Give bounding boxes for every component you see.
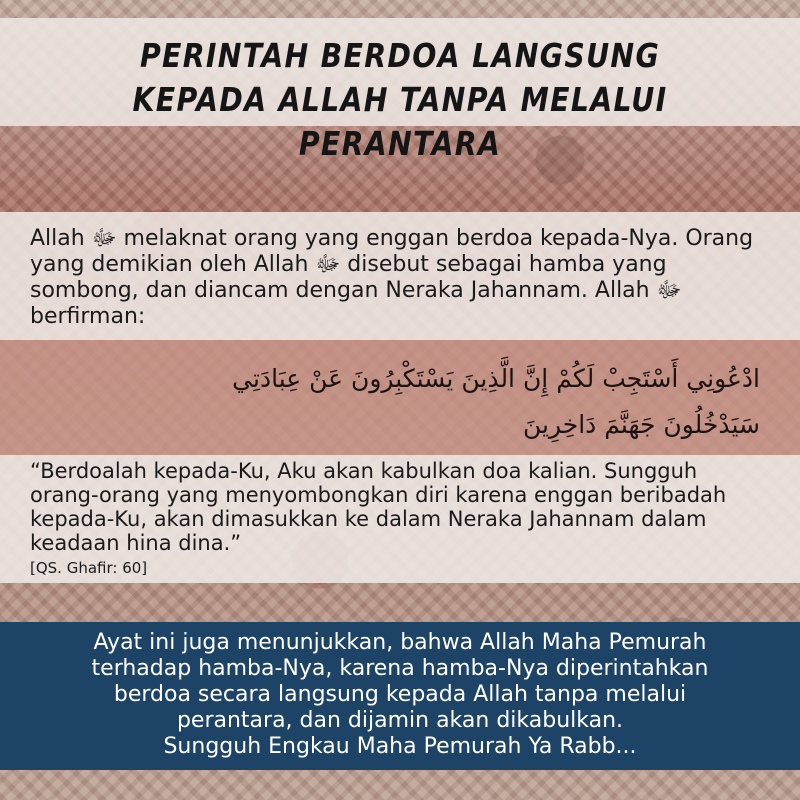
verse-source: [QS. Ghafir: 60]: [30, 559, 148, 577]
arabic-verse-panel: [0, 340, 800, 455]
translation-panel: [0, 455, 800, 583]
translation-text: “Berdoalah kepada-Ku, Aku akan kabulkan doa kalian. Sungguh orang-orang yang menyombongkan diri karena enggan beribadah kepada-Ku, akan dimasukkan ke dalam Neraka Jahannam dalam keadaan hina dina.”: [30, 459, 727, 555]
intro-panel: [0, 212, 800, 340]
arabic-verse-line-1: ادْعُونِي أَسْتَجِبْ لَكُمْ إِنَّ الَّذِينَ يَسْتَكْبِرُونَ عَنْ عِبَادَتِي: [232, 364, 760, 393]
intro-text: Allah ﷻ melaknat orang yang enggan berdoa kepada-Nya. Orang yang demikian oleh Allah ﷻ disebut sebagai hamba yang sombong, dan diancam dengan Neraka Jahannam. Allah ﷻ berfirman:: [30, 226, 754, 329]
arabic-verse-line-2: سَيَدْخُلُونَ جَهَنَّمَ دَاخِرِينَ: [523, 410, 760, 439]
title-banner: [0, 18, 800, 163]
title-line-1: PERINTAH BERDOA LANGSUNG: [139, 36, 661, 75]
title-line-2: KEPADA ALLAH TANPA MELALUI PERANTARA: [132, 80, 668, 163]
closing-panel: [0, 622, 800, 770]
closing-text: Ayat ini juga menunjukkan, bahwa Allah Maha Pemurah terhadap hamba-Nya, karena hamba-Nya diperintahkan berdoa secara langsung kepada Allah tanpa melalui perantara, dan dijamin akan dikabulkan. Sungguh Engkau Maha Pemurah Ya Rabb...: [91, 630, 709, 759]
